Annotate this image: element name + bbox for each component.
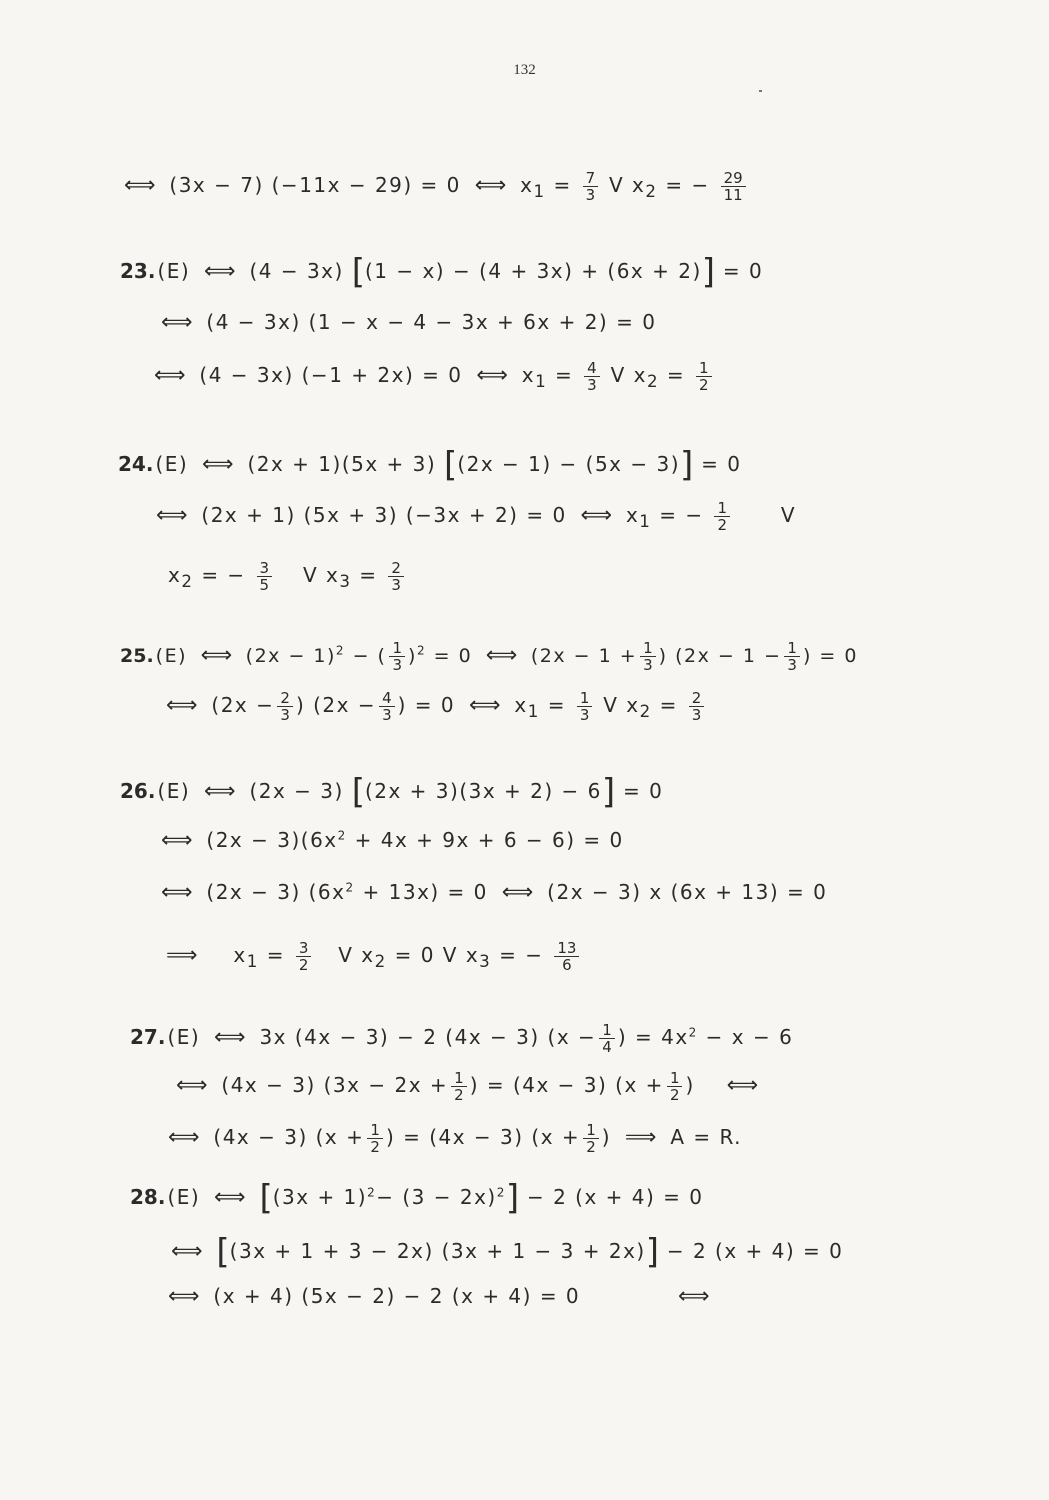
operator: = − bbox=[499, 943, 544, 967]
fraction bbox=[721, 170, 746, 203]
operator: = bbox=[659, 693, 678, 717]
expression: V x bbox=[302, 563, 340, 587]
operator: = − bbox=[665, 173, 710, 197]
subscript: 2 bbox=[645, 182, 658, 201]
subscript: 3 bbox=[339, 572, 352, 591]
expression: (2x − bbox=[211, 693, 275, 717]
iff-arrow: ⟺ bbox=[154, 363, 186, 388]
expression: − 2 (x + 4) = 0 bbox=[666, 1239, 844, 1263]
bracket: ] bbox=[601, 772, 616, 812]
fraction bbox=[714, 500, 730, 533]
denominator: 3 bbox=[280, 706, 290, 724]
iff-arrow: ⟺ bbox=[156, 503, 188, 528]
expression: (3x − 7) (−11x − 29) = 0 bbox=[169, 173, 461, 197]
operator: = bbox=[359, 563, 378, 587]
label: (E) bbox=[157, 779, 191, 803]
bracket: ] bbox=[701, 252, 716, 292]
subscript: 2 bbox=[181, 572, 194, 591]
numerator: 3 bbox=[257, 560, 273, 577]
expression: (2x − 3) x (6x + 13) = 0 bbox=[547, 880, 828, 904]
iff-arrow: ⟺ bbox=[168, 1125, 200, 1150]
expression: (2x − 3) (6x bbox=[206, 880, 346, 904]
iff-arrow: ⟺ bbox=[168, 1284, 200, 1309]
expression: V x bbox=[603, 693, 640, 717]
expression: ) = 0 bbox=[802, 645, 858, 667]
subscript: 2 bbox=[639, 702, 652, 721]
bracket: [ bbox=[444, 445, 458, 485]
expression: = 0 bbox=[722, 259, 764, 283]
exponent: 2 bbox=[496, 1185, 506, 1200]
numerator: 1 bbox=[389, 640, 405, 657]
variable: x bbox=[521, 363, 536, 387]
problem-number: 25. bbox=[120, 645, 154, 667]
label: (E) bbox=[155, 645, 188, 667]
expression: (x + 4) (5x − 2) − 2 (x + 4) = 0 bbox=[213, 1284, 581, 1308]
fraction bbox=[389, 640, 405, 673]
fraction bbox=[277, 690, 293, 723]
problem-number: 26. bbox=[120, 779, 156, 803]
fraction bbox=[784, 640, 800, 673]
equation-line bbox=[120, 252, 763, 292]
scan-speck bbox=[759, 90, 762, 92]
subscript: 2 bbox=[646, 372, 660, 391]
expression: = 0 bbox=[701, 452, 742, 476]
operator: = bbox=[266, 943, 285, 967]
equation-line bbox=[130, 1178, 704, 1218]
equation-line bbox=[120, 640, 858, 673]
expression: ) = (4x − 3) (x + bbox=[469, 1073, 664, 1097]
denominator: 3 bbox=[392, 656, 403, 674]
fraction bbox=[599, 1022, 615, 1055]
expression: (4x − 3) (x + bbox=[213, 1125, 365, 1149]
iff-arrow: ⟺ bbox=[171, 1239, 203, 1264]
iff-arrow: ⟺ bbox=[200, 643, 233, 668]
operator: = bbox=[547, 693, 566, 717]
expression: + 4x + 9x + 6 − 6) = 0 bbox=[354, 828, 624, 852]
implies-arrow: ⟹ bbox=[624, 1125, 657, 1150]
numerator: 2 bbox=[388, 560, 404, 577]
equation-line bbox=[160, 690, 707, 723]
iff-arrow: ⟺ bbox=[124, 173, 156, 198]
or-symbol: V bbox=[780, 503, 797, 527]
denominator: 2 bbox=[669, 1086, 680, 1104]
denominator: 3 bbox=[382, 706, 392, 724]
subscript: 1 bbox=[246, 952, 259, 971]
fraction bbox=[451, 1070, 467, 1103]
fraction bbox=[583, 1122, 599, 1155]
expression: ) = (4x − 3) (x + bbox=[385, 1125, 581, 1149]
subscript: 1 bbox=[527, 702, 540, 721]
numerator: 4 bbox=[379, 690, 395, 707]
equation-line bbox=[162, 1122, 742, 1155]
variable: x bbox=[625, 503, 640, 527]
denominator: 3 bbox=[787, 656, 797, 674]
equation-line bbox=[165, 1232, 843, 1272]
bracket: [ bbox=[259, 1178, 273, 1218]
numerator: 4 bbox=[584, 360, 600, 377]
variable: x bbox=[233, 943, 247, 967]
expression: (2x − 3) bbox=[249, 779, 344, 803]
iff-arrow: ⟺ bbox=[202, 452, 234, 477]
operator: = bbox=[553, 173, 572, 197]
expression: (4 − 3x) bbox=[249, 259, 344, 283]
iff-arrow: ⟺ bbox=[166, 693, 198, 718]
fraction bbox=[257, 560, 273, 593]
expression: ) (2x − 1 − bbox=[658, 645, 782, 667]
variable: x bbox=[514, 693, 528, 717]
bracket: [ bbox=[216, 1232, 230, 1272]
iff-arrow: ⟺ bbox=[161, 828, 193, 853]
iff-arrow: ⟺ bbox=[678, 1284, 710, 1309]
equation-line bbox=[118, 445, 741, 485]
fraction bbox=[584, 360, 600, 393]
iff-arrow: ⟺ bbox=[726, 1073, 759, 1098]
numerator: 1 bbox=[714, 500, 730, 517]
expression: V x bbox=[338, 943, 375, 967]
conclusion: A = R. bbox=[670, 1125, 743, 1149]
expression: (4 − 3x) (−1 + 2x) = 0 bbox=[199, 363, 463, 387]
numerator: 1 bbox=[667, 1070, 683, 1087]
fraction bbox=[667, 1070, 683, 1103]
expression: (2x + 1)(5x + 3) bbox=[247, 452, 437, 476]
numerator: 1 bbox=[577, 690, 593, 707]
numerator: 1 bbox=[640, 640, 656, 657]
denominator: 2 bbox=[586, 1138, 596, 1156]
label: (E) bbox=[167, 1185, 201, 1209]
numerator: 1 bbox=[696, 360, 712, 377]
numerator: 2 bbox=[277, 690, 293, 707]
denominator: 3 bbox=[579, 706, 590, 724]
problem-number: 23. bbox=[120, 259, 156, 283]
expression: − x − 6 bbox=[705, 1025, 794, 1049]
exponent: 2 bbox=[345, 880, 355, 895]
expression: (3x + 1) bbox=[272, 1185, 368, 1209]
subscript: 3 bbox=[479, 952, 492, 971]
bracket: ] bbox=[505, 1178, 520, 1218]
iff-arrow: ⟺ bbox=[474, 173, 507, 198]
exponent: 2 bbox=[337, 828, 347, 843]
problem-number: 24. bbox=[118, 452, 154, 476]
denominator: 2 bbox=[699, 376, 709, 394]
label: (E) bbox=[157, 259, 191, 283]
exponent: 2 bbox=[416, 643, 427, 658]
fraction bbox=[640, 640, 656, 673]
bracket: ] bbox=[645, 1232, 659, 1272]
equation-line bbox=[148, 360, 715, 393]
denominator: 3 bbox=[643, 656, 653, 674]
expression: ) = 0 bbox=[397, 693, 456, 717]
iff-arrow: ⟺ bbox=[214, 1025, 246, 1050]
expression: (2x − 1) − (5x − 3) bbox=[457, 452, 681, 476]
iff-arrow: ⟺ bbox=[485, 643, 518, 668]
iff-arrow: ⟺ bbox=[214, 1185, 246, 1210]
label: (E) bbox=[155, 452, 189, 476]
fraction bbox=[554, 940, 579, 973]
numerator: 1 bbox=[784, 640, 800, 657]
denominator: 5 bbox=[259, 576, 270, 594]
expression: V x bbox=[610, 363, 647, 387]
fraction bbox=[583, 170, 599, 203]
problem-number: 28. bbox=[130, 1185, 166, 1209]
variable: x bbox=[168, 563, 182, 587]
expression: 3x (4x − 3) − 2 (4x − 3) (x − bbox=[259, 1025, 597, 1049]
denominator: 3 bbox=[691, 706, 702, 724]
numerator: 3 bbox=[296, 940, 312, 957]
numerator: 1 bbox=[583, 1122, 599, 1139]
denominator: 4 bbox=[602, 1038, 612, 1056]
denominator: 3 bbox=[587, 376, 597, 394]
fraction bbox=[696, 360, 712, 393]
equation-line bbox=[120, 772, 663, 812]
denominator: 2 bbox=[298, 956, 309, 974]
iff-arrow: ⟺ bbox=[161, 310, 193, 335]
subscript: 2 bbox=[374, 952, 387, 971]
expression: ) bbox=[685, 1073, 695, 1097]
denominator: 3 bbox=[585, 186, 596, 204]
equation-line bbox=[162, 1284, 716, 1309]
subscript: 1 bbox=[533, 182, 546, 201]
equation-line bbox=[155, 828, 624, 853]
iff-arrow: ⟺ bbox=[176, 1073, 208, 1098]
iff-arrow: ⟺ bbox=[501, 880, 534, 905]
denominator: 6 bbox=[562, 956, 572, 974]
numerator: 1 bbox=[599, 1022, 615, 1039]
expression: ) (2x − bbox=[295, 693, 377, 717]
equation-line bbox=[155, 310, 656, 335]
denominator: 2 bbox=[717, 516, 728, 534]
denominator: 2 bbox=[370, 1138, 380, 1156]
subscript: 1 bbox=[535, 372, 548, 391]
numerator: 2 bbox=[689, 690, 705, 707]
expression: ) bbox=[408, 645, 417, 667]
numerator: 1 bbox=[451, 1070, 467, 1087]
denominator: 11 bbox=[723, 186, 743, 204]
expression: (4x − 3) (3x − 2x + bbox=[221, 1073, 449, 1097]
iff-arrow: ⟺ bbox=[204, 779, 236, 804]
bracket: [ bbox=[351, 772, 365, 812]
iff-arrow: ⟺ bbox=[476, 363, 508, 388]
equation-line bbox=[168, 560, 407, 593]
expression: (2x − 1) bbox=[245, 645, 336, 667]
expression: (2x − 3)(6x bbox=[206, 828, 338, 852]
equation-line bbox=[150, 500, 796, 533]
fraction bbox=[577, 690, 593, 723]
problem-number: 27. bbox=[130, 1025, 166, 1049]
subscript: 1 bbox=[639, 512, 652, 531]
iff-arrow: ⟺ bbox=[468, 693, 501, 718]
equation-line bbox=[155, 880, 827, 905]
exponent: 2 bbox=[335, 643, 346, 658]
expression: V x bbox=[609, 173, 646, 197]
numerator: 13 bbox=[554, 940, 579, 957]
label: (E) bbox=[167, 1025, 201, 1049]
expression: ) bbox=[601, 1125, 612, 1149]
expression: (2x + 1) (5x + 3) (−3x + 2) = 0 bbox=[201, 503, 567, 527]
expression: (2x + 3)(3x + 2) − 6 bbox=[364, 779, 602, 803]
expression: (1 − x) − (4 + 3x) + (6x + 2) bbox=[364, 259, 702, 283]
numerator: 1 bbox=[367, 1122, 383, 1139]
implies-arrow: ⟹ bbox=[166, 943, 198, 968]
expression: = 0 bbox=[623, 779, 664, 803]
bracket: [ bbox=[351, 252, 365, 292]
operator: = bbox=[666, 363, 686, 387]
equation-line bbox=[160, 940, 582, 973]
equation-line bbox=[118, 170, 749, 203]
iff-arrow: ⟺ bbox=[204, 259, 236, 284]
expression: = 0 V x bbox=[394, 943, 480, 967]
denominator: 2 bbox=[454, 1086, 464, 1104]
denominator: 3 bbox=[391, 576, 401, 594]
variable: x bbox=[520, 173, 534, 197]
fraction bbox=[388, 560, 404, 593]
expression: − ( bbox=[352, 645, 387, 667]
expression: (2x − 1 + bbox=[530, 645, 638, 667]
numerator: 29 bbox=[721, 170, 746, 187]
expression: (3x + 1 + 3 − 2x) (3x + 1 − 3 + 2x) bbox=[229, 1239, 646, 1263]
fraction bbox=[689, 690, 705, 723]
exponent: 2 bbox=[367, 1185, 377, 1200]
equation-line bbox=[170, 1070, 764, 1103]
operator: = 0 bbox=[433, 645, 473, 667]
expression: − 2 (x + 4) = 0 bbox=[526, 1185, 704, 1209]
bracket: ] bbox=[680, 445, 694, 485]
operator: = − bbox=[659, 503, 704, 527]
fraction bbox=[379, 690, 395, 723]
fraction bbox=[367, 1122, 383, 1155]
page-number: 132 bbox=[513, 62, 536, 78]
operator: = bbox=[555, 363, 574, 387]
expression: ) = 4x bbox=[617, 1025, 689, 1049]
expression: − (3 − 2x) bbox=[376, 1185, 497, 1209]
exponent: 2 bbox=[688, 1025, 698, 1040]
operator: = − bbox=[201, 563, 246, 587]
expression: (4 − 3x) (1 − x − 4 − 3x + 6x + 2) = 0 bbox=[206, 310, 657, 334]
numerator: 7 bbox=[583, 170, 599, 187]
expression: + 13x) = 0 bbox=[362, 880, 488, 904]
equation-line bbox=[130, 1022, 793, 1055]
fraction bbox=[296, 940, 312, 973]
iff-arrow: ⟺ bbox=[161, 880, 193, 905]
iff-arrow: ⟺ bbox=[580, 503, 613, 528]
